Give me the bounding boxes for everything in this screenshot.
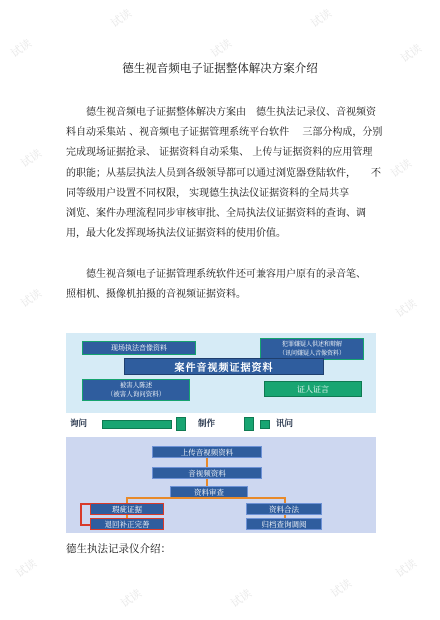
paragraph-line: 浏览、案件办理流程同步审核审批、全局执法仪证据资料的查询、调 bbox=[66, 208, 366, 220]
watermark: 试读 bbox=[388, 156, 415, 181]
paragraph-line: 德生视音频电子证据管理系统软件还可兼容用户原有的录音笔、 bbox=[86, 269, 366, 280]
box-label: 上传音视频资料 bbox=[180, 447, 234, 457]
upload-step bbox=[152, 446, 262, 458]
archive-query-box bbox=[246, 518, 322, 530]
produce-label: 制作 bbox=[198, 419, 216, 429]
watermark: 试读 bbox=[328, 576, 355, 601]
box-label: 现场执法音像资料 bbox=[111, 344, 167, 352]
av-material-step bbox=[152, 467, 262, 479]
watermark: 试读 bbox=[18, 286, 45, 311]
paragraph-line: 用，最大化发挥现场执法仪证据资料的使用价值。 bbox=[66, 228, 286, 240]
box-label: 资料合法 bbox=[269, 504, 299, 514]
box-label: 音视频资料 bbox=[188, 468, 226, 478]
watermark: 试读 bbox=[208, 36, 235, 61]
watermark: 试读 bbox=[8, 36, 35, 61]
box-label: 证人证言 bbox=[297, 384, 329, 394]
box-label: 瑕疵证据 bbox=[112, 504, 142, 514]
victim-statement-box bbox=[82, 379, 190, 401]
watermark: 试读 bbox=[108, 6, 135, 31]
intro-paragraph bbox=[66, 103, 383, 244]
page-title: 德生视音频电子证据整体解决方案介绍 bbox=[122, 61, 318, 75]
watermark: 试读 bbox=[118, 586, 145, 611]
evidence-flow-diagram bbox=[66, 333, 376, 533]
return-loop-line bbox=[80, 503, 90, 505]
watermark: 试读 bbox=[228, 586, 255, 611]
flow-line bbox=[206, 458, 208, 467]
processing-flow-panel bbox=[66, 437, 376, 533]
paragraph-line: 料自动采集站 、视音频电子证据管理系统平台软件 三部分构成，分别 bbox=[66, 127, 383, 139]
watermark: 试读 bbox=[398, 41, 425, 66]
lawful-material-box bbox=[246, 503, 322, 515]
watermark: 试读 bbox=[308, 6, 335, 31]
return-correct-box bbox=[90, 518, 164, 530]
suspect-statement-box bbox=[260, 338, 364, 360]
box-label: 犯罪嫌疑人供述和辩解 bbox=[281, 341, 342, 348]
connector-bar bbox=[102, 420, 172, 429]
watermark: 试读 bbox=[393, 296, 420, 321]
section-heading: 德生执法记录仪介绍： bbox=[66, 543, 171, 555]
interrogation-label: 讯问 bbox=[276, 419, 294, 429]
compat-paragraph bbox=[66, 265, 376, 305]
box-label: （被害人询问资料） bbox=[106, 390, 166, 398]
watermark: 试读 bbox=[393, 556, 420, 581]
paragraph-line: 完成现场证据抢录、 证据资料自动采集、 上传与证据资料的应用管理 bbox=[66, 147, 373, 159]
watermark: 试读 bbox=[13, 556, 40, 581]
connector-bar bbox=[260, 420, 270, 429]
box-label: 资料审查 bbox=[194, 487, 224, 497]
process-bar bbox=[66, 417, 376, 431]
box-label: 案件音视频证据资料 bbox=[174, 363, 274, 374]
paragraph-line: 同等级用户设置不同权限， 实现德生执法仪证据资料的全局共享 bbox=[66, 187, 350, 199]
return-loop-line bbox=[80, 524, 90, 526]
onsite-av-box bbox=[82, 341, 196, 355]
box-label: 归档查询调阅 bbox=[261, 519, 307, 529]
connector-bar bbox=[176, 417, 186, 431]
witness-testimony-box bbox=[264, 381, 362, 397]
box-label: （讯问嫌疑人音像资料） bbox=[278, 350, 345, 357]
defective-evidence-box bbox=[90, 503, 164, 515]
return-loop-line bbox=[80, 503, 82, 525]
paragraph-line: 照相机、摄像机拍摄的音视频证据资料。 bbox=[66, 289, 246, 301]
box-label: 退回补正完善 bbox=[104, 519, 150, 529]
box-label: 被害人陈述 bbox=[119, 381, 153, 389]
watermark: 试读 bbox=[18, 146, 45, 171]
flow-line bbox=[206, 479, 208, 486]
evidence-sources-panel bbox=[66, 333, 376, 413]
paragraph-line: 的职能；从基层执法人员到各级领导都可以通过浏览器登陆软件， 不 bbox=[66, 167, 381, 179]
case-evidence-title bbox=[124, 358, 324, 375]
inquiry-label: 询问 bbox=[70, 419, 88, 429]
paragraph-line: 德生视音频电子证据整体解决方案由 德生执法记录仪、音视频资 bbox=[86, 107, 376, 118]
connector-bar bbox=[244, 417, 254, 431]
flow-line bbox=[126, 497, 286, 499]
